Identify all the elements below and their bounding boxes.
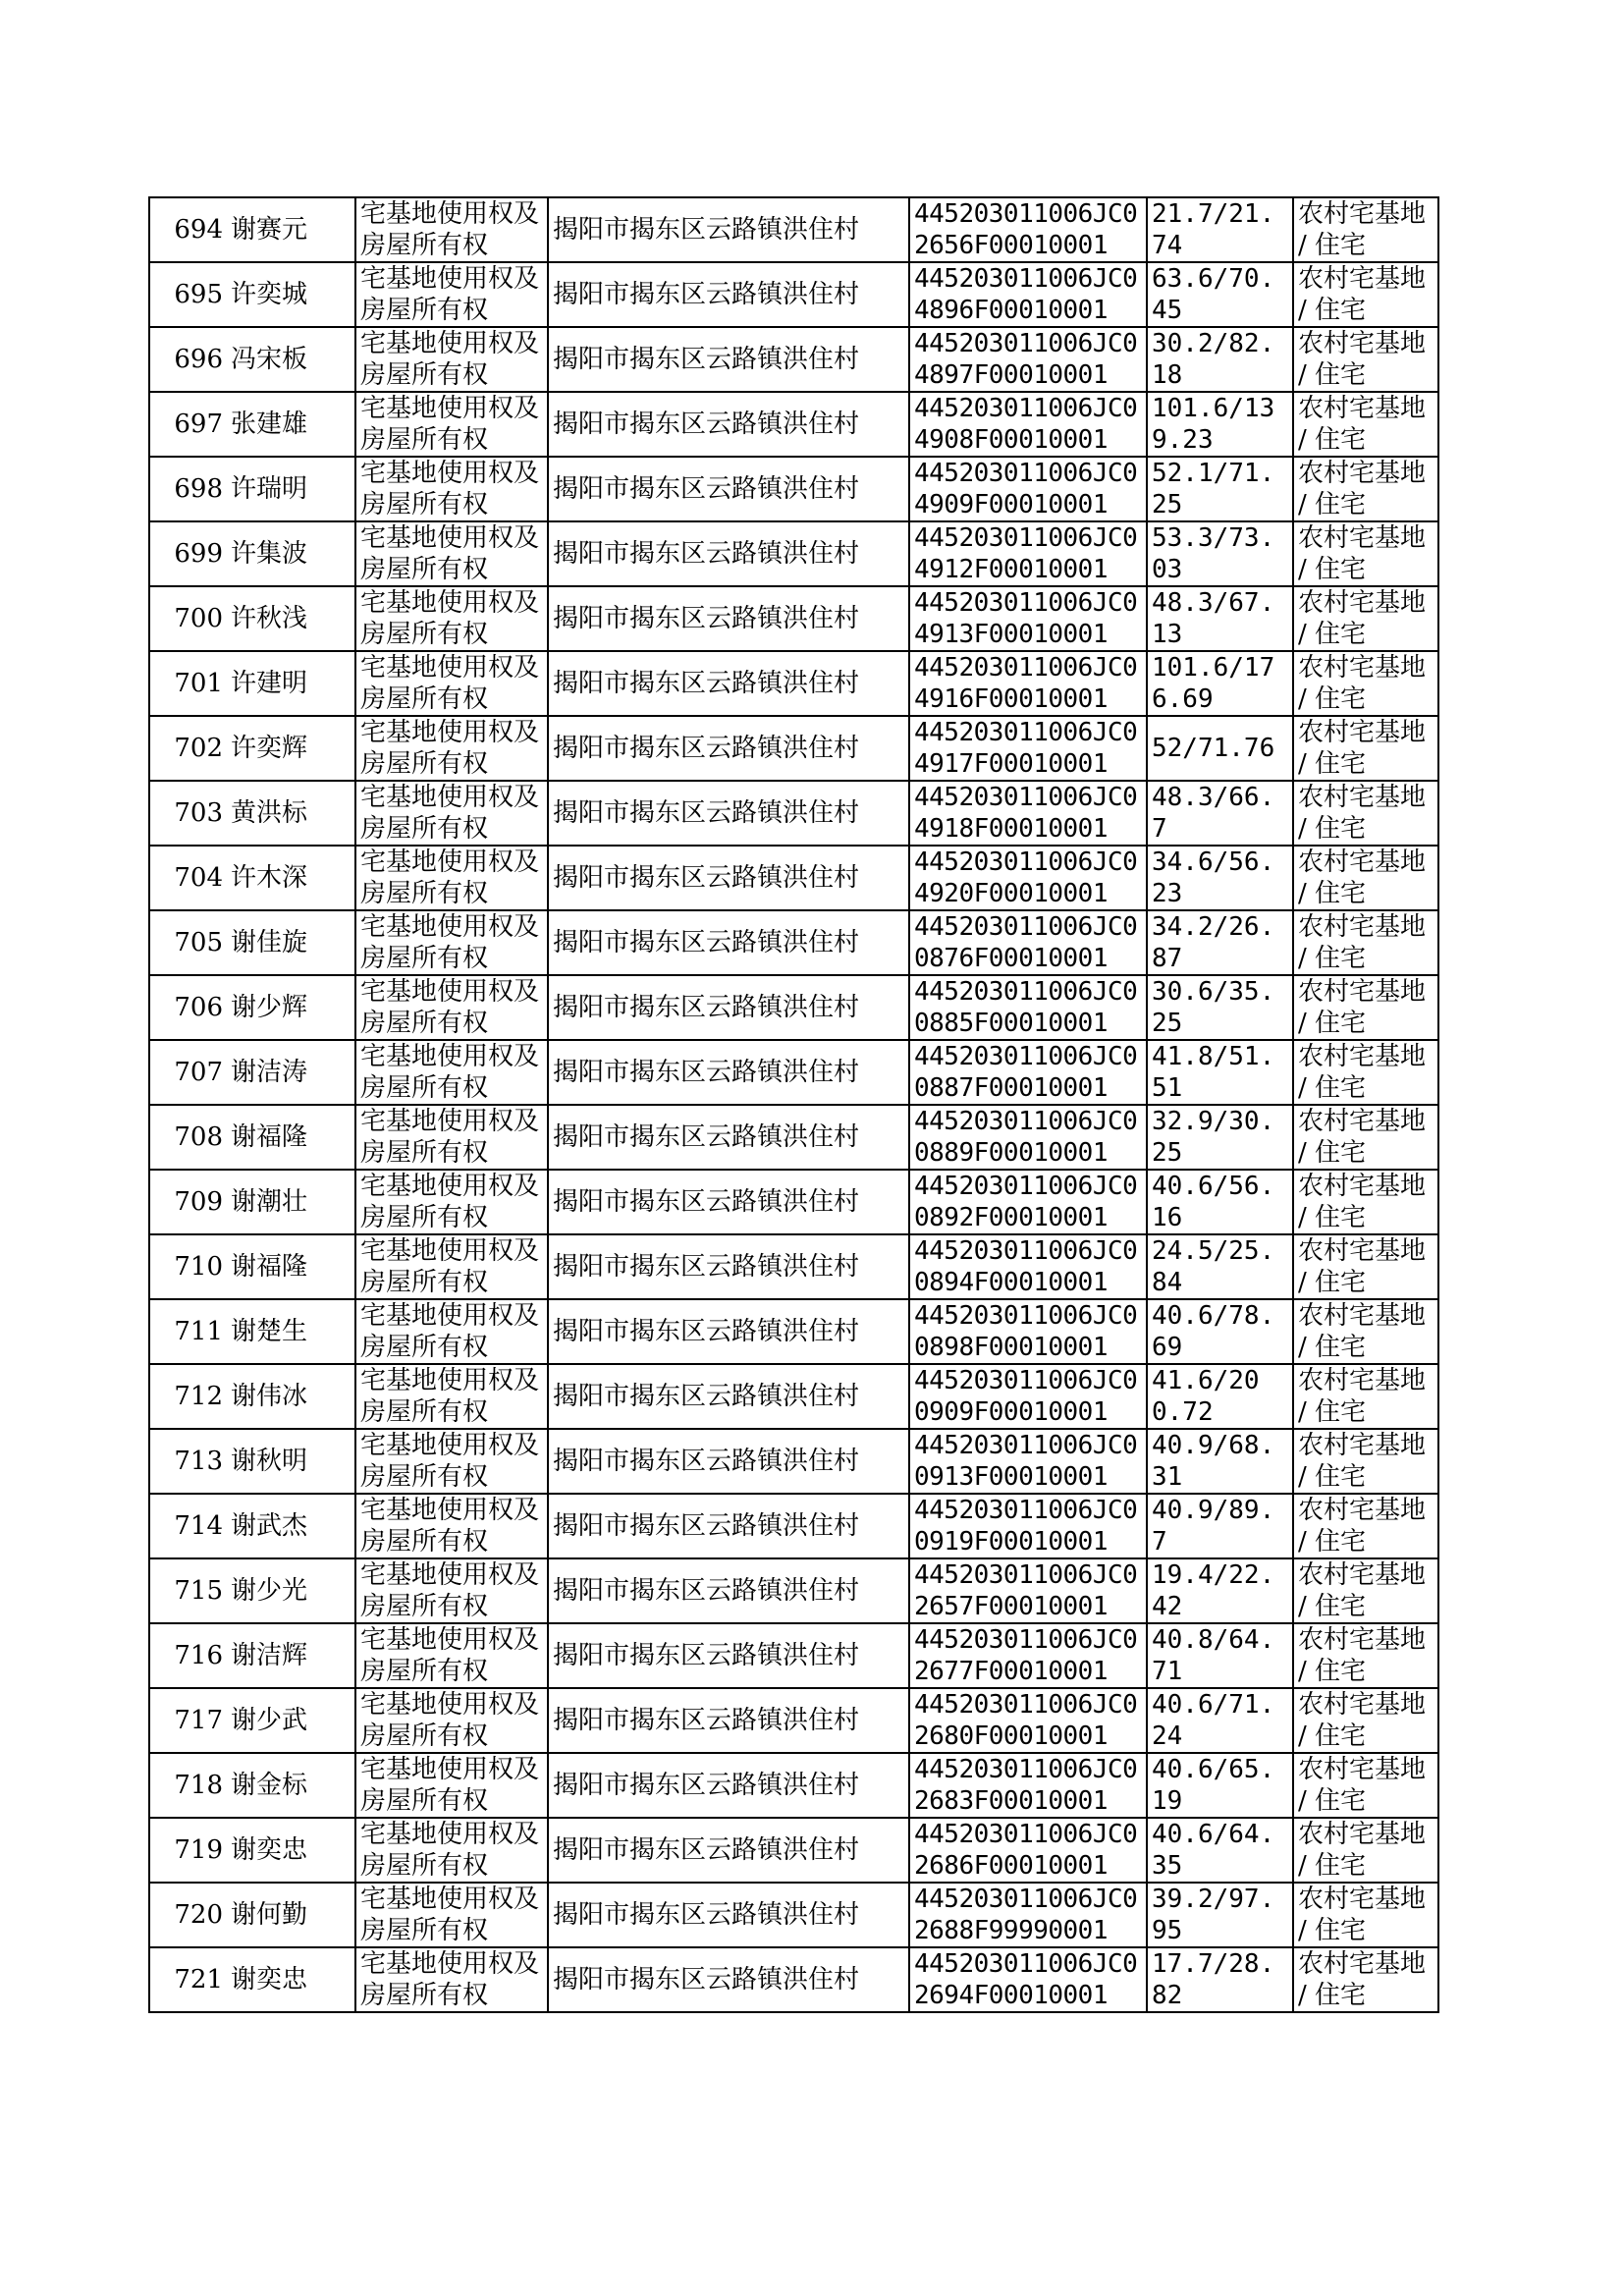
right-type: 宅基地使用权及房屋所有权 bbox=[355, 1494, 548, 1558]
unit-code: 445203011006JC02688F99990001 bbox=[909, 1883, 1147, 1947]
property-address: 揭阳市揭东区云路镇洪住村 bbox=[548, 1299, 909, 1364]
unit-code: 445203011006JC00909F00010001 bbox=[909, 1364, 1147, 1429]
land-use: 农村宅基地 / 住宅 bbox=[1293, 846, 1438, 910]
area-value: 40.6/78.69 bbox=[1147, 1299, 1293, 1364]
land-use: 农村宅基地 / 住宅 bbox=[1293, 521, 1438, 586]
row-number: 711 bbox=[149, 1299, 227, 1364]
table-row bbox=[149, 197, 1438, 262]
row-number: 708 bbox=[149, 1105, 227, 1170]
owner-name: 谢洁辉 bbox=[227, 1623, 355, 1688]
owner-name: 许木深 bbox=[227, 846, 355, 910]
row-number: 709 bbox=[149, 1170, 227, 1234]
unit-code: 445203011006JC00919F00010001 bbox=[909, 1494, 1147, 1558]
right-type: 宅基地使用权及房屋所有权 bbox=[355, 392, 548, 457]
table-row bbox=[149, 1170, 1438, 1234]
row-number: 714 bbox=[149, 1494, 227, 1558]
table-row bbox=[149, 1818, 1438, 1883]
row-number: 704 bbox=[149, 846, 227, 910]
land-use: 农村宅基地 / 住宅 bbox=[1293, 586, 1438, 651]
land-use: 农村宅基地 / 住宅 bbox=[1293, 1429, 1438, 1494]
table-row bbox=[149, 651, 1438, 716]
unit-code: 445203011006JC04896F00010001 bbox=[909, 262, 1147, 327]
area-value: 30.2/82.18 bbox=[1147, 327, 1293, 392]
owner-name: 谢奕忠 bbox=[227, 1818, 355, 1883]
table-row bbox=[149, 716, 1438, 781]
property-address: 揭阳市揭东区云路镇洪住村 bbox=[548, 1753, 909, 1818]
table-row bbox=[149, 521, 1438, 586]
unit-code: 445203011006JC00892F00010001 bbox=[909, 1170, 1147, 1234]
unit-code: 445203011006JC02677F00010001 bbox=[909, 1623, 1147, 1688]
land-use: 农村宅基地 / 住宅 bbox=[1293, 781, 1438, 846]
area-value: 41.8/51.51 bbox=[1147, 1040, 1293, 1105]
row-number: 717 bbox=[149, 1688, 227, 1753]
property-address: 揭阳市揭东区云路镇洪住村 bbox=[548, 1688, 909, 1753]
right-type: 宅基地使用权及房屋所有权 bbox=[355, 1753, 548, 1818]
land-use: 农村宅基地 / 住宅 bbox=[1293, 1040, 1438, 1105]
property-address: 揭阳市揭东区云路镇洪住村 bbox=[548, 392, 909, 457]
owner-name: 许集波 bbox=[227, 521, 355, 586]
unit-code: 445203011006JC04909F00010001 bbox=[909, 457, 1147, 521]
row-number: 700 bbox=[149, 586, 227, 651]
table-row bbox=[149, 327, 1438, 392]
row-number: 712 bbox=[149, 1364, 227, 1429]
right-type: 宅基地使用权及房屋所有权 bbox=[355, 1947, 548, 2012]
owner-name: 谢福隆 bbox=[227, 1105, 355, 1170]
right-type: 宅基地使用权及房屋所有权 bbox=[355, 1170, 548, 1234]
property-address: 揭阳市揭东区云路镇洪住村 bbox=[548, 1883, 909, 1947]
property-address: 揭阳市揭东区云路镇洪住村 bbox=[548, 1818, 909, 1883]
property-address: 揭阳市揭东区云路镇洪住村 bbox=[548, 457, 909, 521]
land-use: 农村宅基地 / 住宅 bbox=[1293, 1299, 1438, 1364]
right-type: 宅基地使用权及房屋所有权 bbox=[355, 716, 548, 781]
row-number: 715 bbox=[149, 1558, 227, 1623]
registry-table-body bbox=[149, 197, 1438, 2012]
owner-name: 黄洪标 bbox=[227, 781, 355, 846]
area-value: 40.8/64.71 bbox=[1147, 1623, 1293, 1688]
owner-name: 谢武杰 bbox=[227, 1494, 355, 1558]
area-value: 24.5/25.84 bbox=[1147, 1234, 1293, 1299]
row-number: 721 bbox=[149, 1947, 227, 2012]
land-use: 农村宅基地 / 住宅 bbox=[1293, 1234, 1438, 1299]
row-number: 702 bbox=[149, 716, 227, 781]
unit-code: 445203011006JC00885F00010001 bbox=[909, 975, 1147, 1040]
unit-code: 445203011006JC04908F00010001 bbox=[909, 392, 1147, 457]
land-use: 农村宅基地 / 住宅 bbox=[1293, 1170, 1438, 1234]
land-use: 农村宅基地 / 住宅 bbox=[1293, 1883, 1438, 1947]
land-use: 农村宅基地 / 住宅 bbox=[1293, 457, 1438, 521]
right-type: 宅基地使用权及房屋所有权 bbox=[355, 1040, 548, 1105]
owner-name: 谢伟冰 bbox=[227, 1364, 355, 1429]
owner-name: 许奕城 bbox=[227, 262, 355, 327]
land-use: 农村宅基地 / 住宅 bbox=[1293, 975, 1438, 1040]
table-row bbox=[149, 1364, 1438, 1429]
row-number: 698 bbox=[149, 457, 227, 521]
property-address: 揭阳市揭东区云路镇洪住村 bbox=[548, 521, 909, 586]
unit-code: 445203011006JC00887F00010001 bbox=[909, 1040, 1147, 1105]
owner-name: 谢潮壮 bbox=[227, 1170, 355, 1234]
row-number: 706 bbox=[149, 975, 227, 1040]
table-row bbox=[149, 975, 1438, 1040]
area-value: 40.6/65.19 bbox=[1147, 1753, 1293, 1818]
right-type: 宅基地使用权及房屋所有权 bbox=[355, 1818, 548, 1883]
area-value: 40.6/56.16 bbox=[1147, 1170, 1293, 1234]
row-number: 703 bbox=[149, 781, 227, 846]
unit-code: 445203011006JC02656F00010001 bbox=[909, 197, 1147, 262]
unit-code: 445203011006JC02680F00010001 bbox=[909, 1688, 1147, 1753]
right-type: 宅基地使用权及房屋所有权 bbox=[355, 1558, 548, 1623]
right-type: 宅基地使用权及房屋所有权 bbox=[355, 197, 548, 262]
owner-name: 谢何勤 bbox=[227, 1883, 355, 1947]
land-use: 农村宅基地 / 住宅 bbox=[1293, 651, 1438, 716]
table-row bbox=[149, 392, 1438, 457]
owner-name: 谢秋明 bbox=[227, 1429, 355, 1494]
property-address: 揭阳市揭东区云路镇洪住村 bbox=[548, 975, 909, 1040]
right-type: 宅基地使用权及房屋所有权 bbox=[355, 910, 548, 975]
land-use: 农村宅基地 / 住宅 bbox=[1293, 716, 1438, 781]
unit-code: 445203011006JC00894F00010001 bbox=[909, 1234, 1147, 1299]
land-use: 农村宅基地 / 住宅 bbox=[1293, 1494, 1438, 1558]
property-address: 揭阳市揭东区云路镇洪住村 bbox=[548, 1040, 909, 1105]
land-use: 农村宅基地 / 住宅 bbox=[1293, 1623, 1438, 1688]
area-value: 101.6/176.69 bbox=[1147, 651, 1293, 716]
unit-code: 445203011006JC04920F00010001 bbox=[909, 846, 1147, 910]
area-value: 40.6/64.35 bbox=[1147, 1818, 1293, 1883]
area-value: 40.6/71.24 bbox=[1147, 1688, 1293, 1753]
property-address: 揭阳市揭东区云路镇洪住村 bbox=[548, 1364, 909, 1429]
row-number: 713 bbox=[149, 1429, 227, 1494]
table-row bbox=[149, 846, 1438, 910]
owner-name: 许奕辉 bbox=[227, 716, 355, 781]
table-row bbox=[149, 1688, 1438, 1753]
unit-code: 445203011006JC04913F00010001 bbox=[909, 586, 1147, 651]
land-use: 农村宅基地 / 住宅 bbox=[1293, 262, 1438, 327]
unit-code: 445203011006JC04918F00010001 bbox=[909, 781, 1147, 846]
right-type: 宅基地使用权及房屋所有权 bbox=[355, 327, 548, 392]
owner-name: 谢少光 bbox=[227, 1558, 355, 1623]
owner-name: 谢楚生 bbox=[227, 1299, 355, 1364]
property-address: 揭阳市揭东区云路镇洪住村 bbox=[548, 1429, 909, 1494]
area-value: 32.9/30.25 bbox=[1147, 1105, 1293, 1170]
row-number: 720 bbox=[149, 1883, 227, 1947]
row-number: 696 bbox=[149, 327, 227, 392]
unit-code: 445203011006JC02683F00010001 bbox=[909, 1753, 1147, 1818]
unit-code: 445203011006JC00898F00010001 bbox=[909, 1299, 1147, 1364]
property-address: 揭阳市揭东区云路镇洪住村 bbox=[548, 262, 909, 327]
area-value: 21.7/21.74 bbox=[1147, 197, 1293, 262]
area-value: 34.2/26.87 bbox=[1147, 910, 1293, 975]
area-value: 17.7/28.82 bbox=[1147, 1947, 1293, 2012]
property-address: 揭阳市揭东区云路镇洪住村 bbox=[548, 846, 909, 910]
table-row bbox=[149, 457, 1438, 521]
owner-name: 谢金标 bbox=[227, 1753, 355, 1818]
owner-name: 张建雄 bbox=[227, 392, 355, 457]
registry-table bbox=[148, 196, 1439, 2013]
property-address: 揭阳市揭东区云路镇洪住村 bbox=[548, 781, 909, 846]
right-type: 宅基地使用权及房屋所有权 bbox=[355, 457, 548, 521]
row-number: 707 bbox=[149, 1040, 227, 1105]
right-type: 宅基地使用权及房屋所有权 bbox=[355, 521, 548, 586]
area-value: 40.9/68.31 bbox=[1147, 1429, 1293, 1494]
property-address: 揭阳市揭东区云路镇洪住村 bbox=[548, 1105, 909, 1170]
land-use: 农村宅基地 / 住宅 bbox=[1293, 1558, 1438, 1623]
area-value: 48.3/66.7 bbox=[1147, 781, 1293, 846]
unit-code: 445203011006JC02686F00010001 bbox=[909, 1818, 1147, 1883]
row-number: 710 bbox=[149, 1234, 227, 1299]
row-number: 719 bbox=[149, 1818, 227, 1883]
property-address: 揭阳市揭东区云路镇洪住村 bbox=[548, 1947, 909, 2012]
area-value: 48.3/67.13 bbox=[1147, 586, 1293, 651]
row-number: 697 bbox=[149, 392, 227, 457]
right-type: 宅基地使用权及房屋所有权 bbox=[355, 1688, 548, 1753]
owner-name: 许秋浅 bbox=[227, 586, 355, 651]
property-address: 揭阳市揭东区云路镇洪住村 bbox=[548, 586, 909, 651]
table-row bbox=[149, 910, 1438, 975]
owner-name: 谢洁涛 bbox=[227, 1040, 355, 1105]
table-row bbox=[149, 1429, 1438, 1494]
property-address: 揭阳市揭东区云路镇洪住村 bbox=[548, 716, 909, 781]
table-row bbox=[149, 1883, 1438, 1947]
area-value: 39.2/97.95 bbox=[1147, 1883, 1293, 1947]
owner-name: 许建明 bbox=[227, 651, 355, 716]
property-address: 揭阳市揭东区云路镇洪住村 bbox=[548, 1623, 909, 1688]
row-number: 694 bbox=[149, 197, 227, 262]
right-type: 宅基地使用权及房屋所有权 bbox=[355, 1429, 548, 1494]
land-use: 农村宅基地 / 住宅 bbox=[1293, 1947, 1438, 2012]
right-type: 宅基地使用权及房屋所有权 bbox=[355, 262, 548, 327]
land-use: 农村宅基地 / 住宅 bbox=[1293, 1753, 1438, 1818]
right-type: 宅基地使用权及房屋所有权 bbox=[355, 975, 548, 1040]
owner-name: 谢奕忠 bbox=[227, 1947, 355, 2012]
right-type: 宅基地使用权及房屋所有权 bbox=[355, 1623, 548, 1688]
owner-name: 谢赛元 bbox=[227, 197, 355, 262]
row-number: 695 bbox=[149, 262, 227, 327]
area-value: 52/71.76 bbox=[1147, 716, 1293, 781]
unit-code: 445203011006JC02657F00010001 bbox=[909, 1558, 1147, 1623]
owner-name: 谢少辉 bbox=[227, 975, 355, 1040]
unit-code: 445203011006JC04917F00010001 bbox=[909, 716, 1147, 781]
table-row bbox=[149, 1105, 1438, 1170]
right-type: 宅基地使用权及房屋所有权 bbox=[355, 586, 548, 651]
table-row bbox=[149, 1753, 1438, 1818]
property-address: 揭阳市揭东区云路镇洪住村 bbox=[548, 327, 909, 392]
right-type: 宅基地使用权及房屋所有权 bbox=[355, 1364, 548, 1429]
property-address: 揭阳市揭东区云路镇洪住村 bbox=[548, 1558, 909, 1623]
row-number: 705 bbox=[149, 910, 227, 975]
right-type: 宅基地使用权及房屋所有权 bbox=[355, 781, 548, 846]
table-row bbox=[149, 1947, 1438, 2012]
unit-code: 445203011006JC00889F00010001 bbox=[909, 1105, 1147, 1170]
area-value: 34.6/56.23 bbox=[1147, 846, 1293, 910]
right-type: 宅基地使用权及房屋所有权 bbox=[355, 1234, 548, 1299]
unit-code: 445203011006JC04912F00010001 bbox=[909, 521, 1147, 586]
right-type: 宅基地使用权及房屋所有权 bbox=[355, 651, 548, 716]
right-type: 宅基地使用权及房屋所有权 bbox=[355, 846, 548, 910]
row-number: 716 bbox=[149, 1623, 227, 1688]
area-value: 41.6/200.72 bbox=[1147, 1364, 1293, 1429]
table-row bbox=[149, 1494, 1438, 1558]
unit-code: 445203011006JC00876F00010001 bbox=[909, 910, 1147, 975]
right-type: 宅基地使用权及房屋所有权 bbox=[355, 1299, 548, 1364]
right-type: 宅基地使用权及房屋所有权 bbox=[355, 1883, 548, 1947]
owner-name: 许瑞明 bbox=[227, 457, 355, 521]
area-value: 63.6/70.45 bbox=[1147, 262, 1293, 327]
land-use: 农村宅基地 / 住宅 bbox=[1293, 1364, 1438, 1429]
row-number: 701 bbox=[149, 651, 227, 716]
property-address: 揭阳市揭东区云路镇洪住村 bbox=[548, 651, 909, 716]
table-row bbox=[149, 1623, 1438, 1688]
land-use: 农村宅基地 / 住宅 bbox=[1293, 1105, 1438, 1170]
area-value: 52.1/71.25 bbox=[1147, 457, 1293, 521]
unit-code: 445203011006JC00913F00010001 bbox=[909, 1429, 1147, 1494]
land-use: 农村宅基地 / 住宅 bbox=[1293, 910, 1438, 975]
unit-code: 445203011006JC04897F00010001 bbox=[909, 327, 1147, 392]
table-row bbox=[149, 1558, 1438, 1623]
owner-name: 谢少武 bbox=[227, 1688, 355, 1753]
owner-name: 谢佳旋 bbox=[227, 910, 355, 975]
table-row bbox=[149, 586, 1438, 651]
table-row bbox=[149, 1234, 1438, 1299]
area-value: 40.9/89.7 bbox=[1147, 1494, 1293, 1558]
area-value: 101.6/139.23 bbox=[1147, 392, 1293, 457]
unit-code: 445203011006JC02694F00010001 bbox=[909, 1947, 1147, 2012]
land-use: 农村宅基地 / 住宅 bbox=[1293, 327, 1438, 392]
property-address: 揭阳市揭东区云路镇洪住村 bbox=[548, 910, 909, 975]
property-address: 揭阳市揭东区云路镇洪住村 bbox=[548, 1170, 909, 1234]
property-address: 揭阳市揭东区云路镇洪住村 bbox=[548, 1234, 909, 1299]
right-type: 宅基地使用权及房屋所有权 bbox=[355, 1105, 548, 1170]
area-value: 30.6/35.25 bbox=[1147, 975, 1293, 1040]
area-value: 19.4/22.42 bbox=[1147, 1558, 1293, 1623]
row-number: 699 bbox=[149, 521, 227, 586]
owner-name: 冯宋板 bbox=[227, 327, 355, 392]
table-row bbox=[149, 781, 1438, 846]
table-row bbox=[149, 1040, 1438, 1105]
unit-code: 445203011006JC04916F00010001 bbox=[909, 651, 1147, 716]
area-value: 53.3/73.03 bbox=[1147, 521, 1293, 586]
land-use: 农村宅基地 / 住宅 bbox=[1293, 1818, 1438, 1883]
property-address: 揭阳市揭东区云路镇洪住村 bbox=[548, 1494, 909, 1558]
land-use: 农村宅基地 / 住宅 bbox=[1293, 392, 1438, 457]
table-row bbox=[149, 1299, 1438, 1364]
row-number: 718 bbox=[149, 1753, 227, 1818]
land-use: 农村宅基地 / 住宅 bbox=[1293, 197, 1438, 262]
owner-name: 谢福隆 bbox=[227, 1234, 355, 1299]
table-row bbox=[149, 262, 1438, 327]
land-use: 农村宅基地 / 住宅 bbox=[1293, 1688, 1438, 1753]
property-address: 揭阳市揭东区云路镇洪住村 bbox=[548, 197, 909, 262]
